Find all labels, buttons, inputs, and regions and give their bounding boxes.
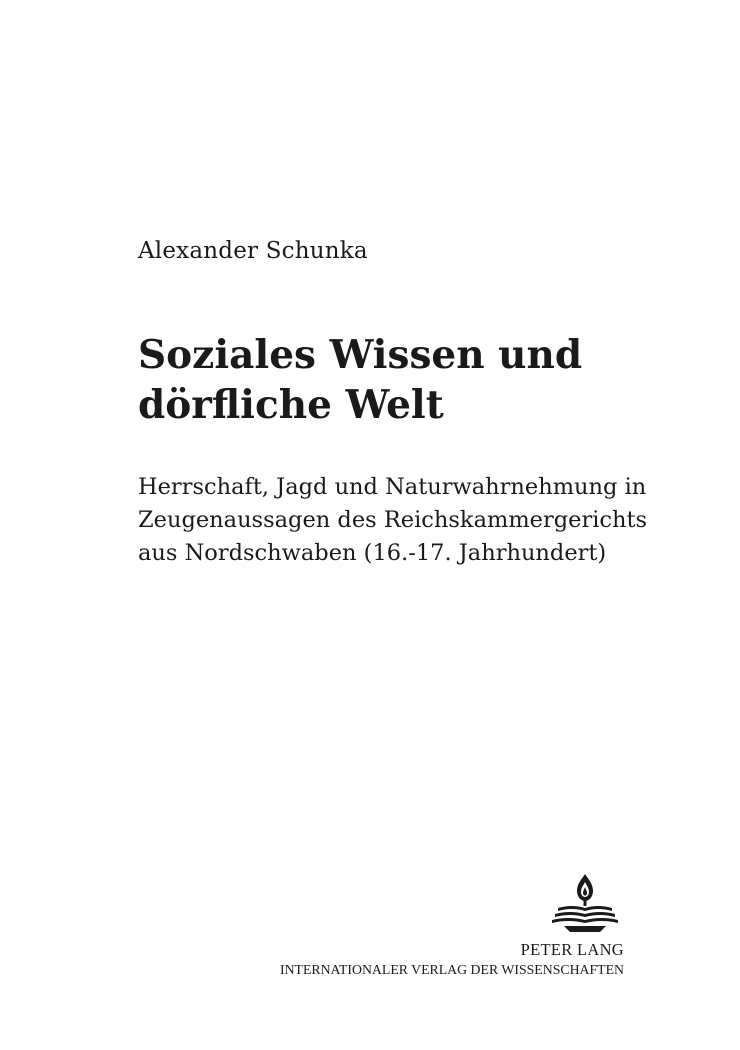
publisher-name: PETER LANG <box>520 940 624 959</box>
book-subtitle <box>138 471 647 570</box>
title-line-2: dörfliche Welt <box>138 382 444 428</box>
peter-lang-book-flame-icon <box>550 872 620 936</box>
subtitle-line-1: Herrschaft, Jagd und Naturwahrnehmung in <box>138 474 647 500</box>
subtitle-line-2: Zeugenaussagen des Reichskammergerichts <box>138 507 648 533</box>
subtitle-line-3: aus Nordschwaben (16.-17. Jahrhundert) <box>138 540 607 566</box>
book-title <box>138 330 582 430</box>
title-line-1: Soziales Wissen und <box>138 332 583 378</box>
publisher-tagline: INTERNATIONALER VERLAG DER WISSENSCHAFTEN <box>279 962 624 977</box>
author-name: Alexander Schunka <box>138 238 368 264</box>
